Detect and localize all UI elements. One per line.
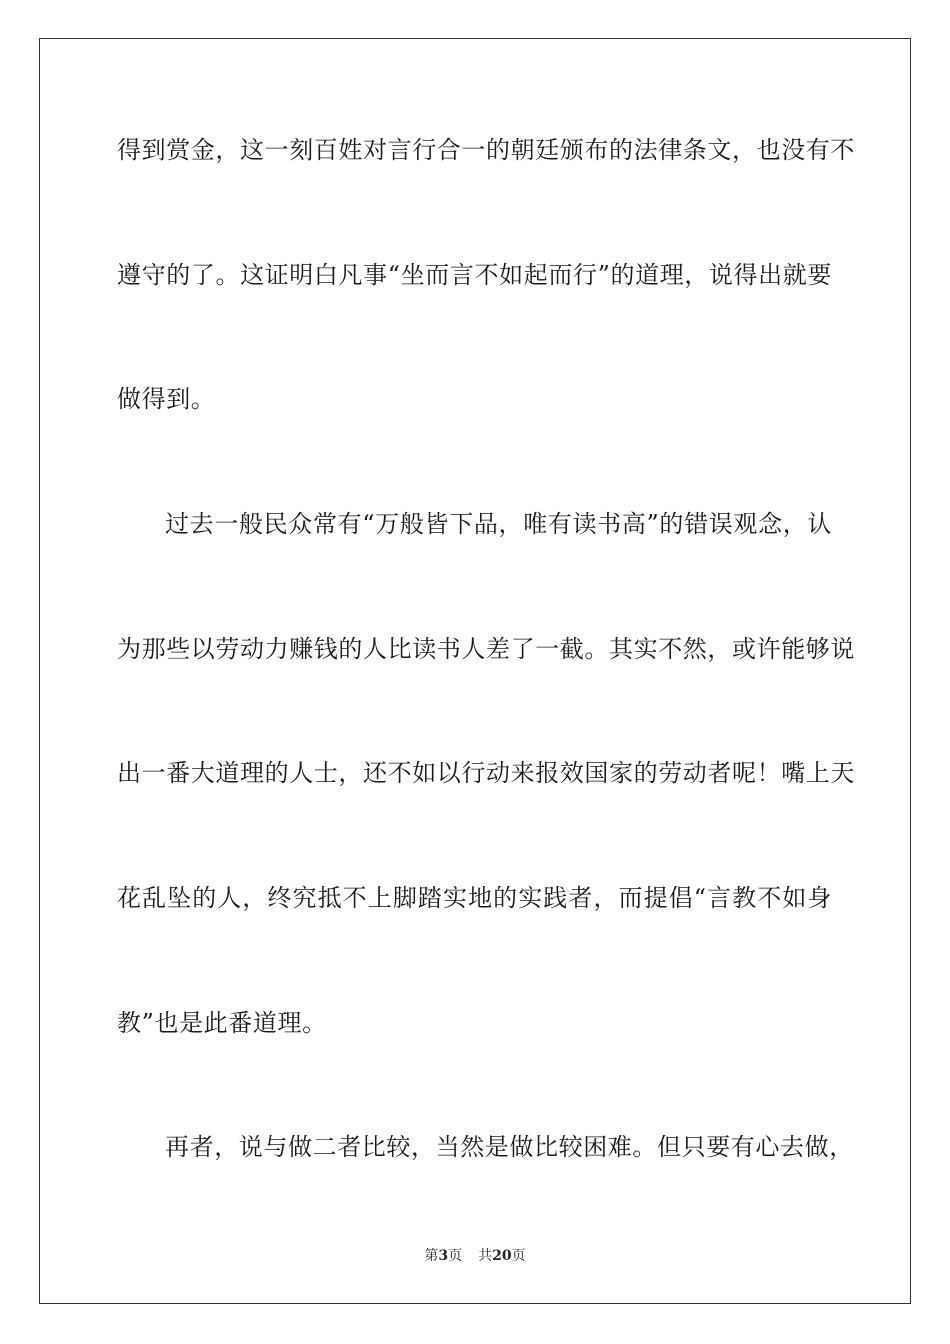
total-prefix: 共: [478, 1248, 493, 1264]
total-pages: 20: [492, 1248, 512, 1264]
page-suffix: 页: [448, 1248, 463, 1264]
total-suffix: 页: [511, 1248, 526, 1264]
paragraph-line-7: 花乱坠的人，终究抵不上脚踏实地的实践者，而提倡“言教不如身: [117, 884, 832, 912]
paragraph-line-3: 做得到。: [117, 385, 216, 413]
page-border: [39, 38, 911, 1304]
page-number: 3: [438, 1248, 449, 1264]
paragraph-line-9: 再者，说与做二者比较，当然是做比较困难。但只要有心去做，: [165, 1133, 854, 1161]
paragraph-line-5: 为那些以劳动力赚钱的人比读书人差了一截。其实不然，或许能够说: [117, 635, 855, 663]
page-prefix: 第: [424, 1248, 439, 1264]
page-footer: [0, 1247, 950, 1265]
paragraph-line-6: 出一番大道理的人士，还不如以行动来报效国家的劳动者呢！嘴上天: [117, 759, 855, 787]
paragraph-line-1: 得到赏金，这一刻百姓对言行合一的朝廷颁布的法律条文，也没有不: [117, 136, 855, 164]
paragraph-line-8: 教”也是此番道理。: [117, 1009, 327, 1037]
paragraph-line-2: 遵守的了。这证明白凡事“坐而言不如起而行”的道理，说得出就要: [117, 261, 832, 289]
paragraph-line-4: 过去一般民众常有“万般皆下品，唯有读书高”的错误观念，认: [165, 510, 832, 538]
